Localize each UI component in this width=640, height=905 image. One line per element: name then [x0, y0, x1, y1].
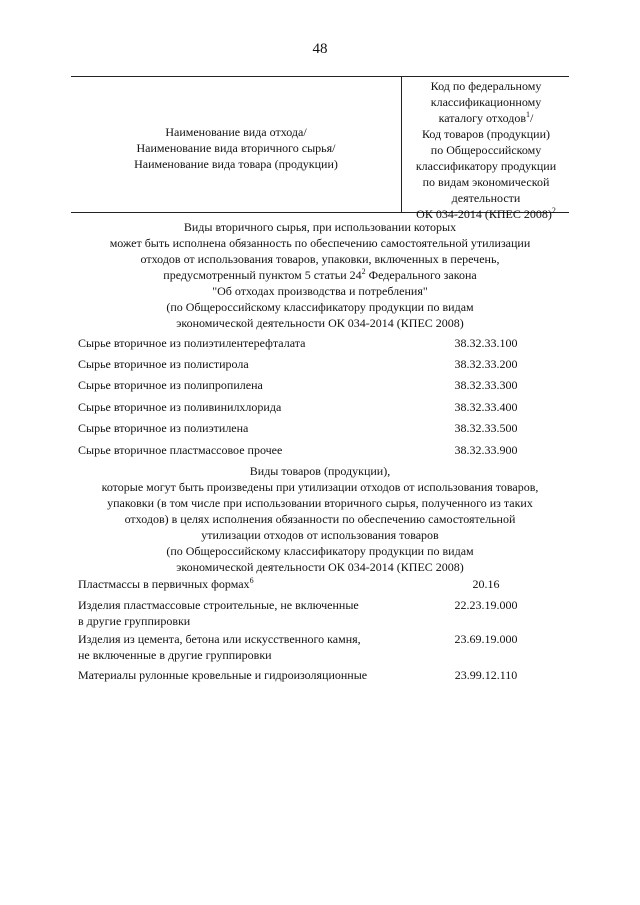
header-right-line-text: каталогу отходов [438, 111, 527, 125]
section1-heading-line: может быть исполнена обязанность по обеспечению самостоятельной утилизации [109, 236, 531, 250]
row-name: Сырье вторичное из полиэтилена [78, 421, 249, 435]
page-number: 48 [312, 41, 328, 57]
row-name: Материалы рулонные кровельные и гидроизоляционные [78, 668, 368, 682]
header-top-rule [71, 76, 569, 77]
row-name: Сырье вторичное из полистирола [78, 357, 249, 371]
row-code: 23.69.19.000 [454, 632, 518, 646]
header-right-line: классификационному [430, 95, 542, 109]
section1-heading-line: (по Общероссийскому классификатору продукции по видам [166, 300, 474, 314]
row-name-line: в другие группировки [78, 614, 191, 628]
row-name-line: Изделия пластмассовые строительные, не включенные [78, 598, 359, 612]
section1-heading-line [71, 267, 569, 283]
row-code: 38.32.33.200 [454, 357, 518, 371]
header-right-line: по видам экономической [422, 175, 550, 189]
row-name: Сырье вторичное из поливинилхлорида [78, 400, 282, 414]
header-right-line [403, 110, 569, 126]
row-code: 38.32.33.300 [454, 378, 518, 392]
header-right-line: деятельности [451, 191, 521, 205]
section2-heading-line: Виды товаров (продукции), [249, 464, 391, 478]
section1-heading-text: предусмотренный пунктом 5 статьи 24 [163, 268, 362, 282]
row-name: Сырье вторичное из полипропилена [78, 378, 263, 392]
header-left-line: Наименование вида отхода/ [165, 125, 307, 139]
row-name-text: Пластмассы в первичных формах [78, 577, 250, 591]
section1-heading-line: "Об отходах производства и потребления" [212, 284, 428, 298]
row-name: Сырье вторичное из полиэтилентерефталата [78, 336, 306, 350]
section2-heading-line: которые могут быть произведены при утилизации отходов от использования товаров, [101, 480, 539, 494]
header-right-slash: / [530, 111, 534, 125]
row-name-line: не включенные в другие группировки [78, 648, 272, 662]
row-code: 38.32.33.500 [454, 421, 518, 435]
section2-heading-line: (по Общероссийскому классификатору продукции по видам [166, 544, 474, 558]
header-column-divider [401, 76, 402, 213]
row-name [78, 597, 398, 629]
row-name: Сырье вторичное пластмассовое прочее [78, 443, 283, 457]
footnote-marker: 1 [526, 110, 531, 119]
section2-heading-line: утилизации отходов от использования товаров [201, 528, 439, 542]
section1-heading [71, 219, 569, 331]
header-right-line-text: ОК 034-2014 (КПЕС 2008) [416, 207, 552, 221]
row-code: 38.32.33.900 [454, 443, 518, 457]
section2-heading [71, 463, 569, 575]
header-right-line: классификатору продукции [415, 159, 557, 173]
row-name [78, 576, 398, 592]
section2-heading-line: упаковки (в том числе при использовании вторичного сырья, полученного из таких [107, 496, 533, 510]
row-code: 22.23.19.000 [454, 598, 518, 612]
header-right-cell [403, 78, 569, 222]
section1-heading-line: Виды вторичного сырья, при использовании которых [183, 220, 457, 234]
row-code: 38.32.33.400 [454, 400, 518, 414]
section1-heading-line: отходов от использования товаров, упаковки, включенных в перечень, [140, 252, 500, 266]
header-right-line: по Общероссийскому [430, 143, 542, 157]
header-right-line: Код по федеральному [430, 79, 542, 93]
section2-heading-line: отходов) в целях исполнения обязанности по обеспечению самостоятельной [124, 512, 516, 526]
row-code: 23.99.12.110 [454, 668, 518, 682]
footnote-marker: 6 [249, 576, 254, 585]
footnote-marker: 2 [361, 267, 366, 276]
header-left-cell [71, 124, 401, 172]
row-code: 38.32.33.100 [454, 336, 518, 350]
row-code: 20.16 [472, 577, 500, 591]
header-left-line: Наименование вида вторичного сырья/ [136, 141, 336, 155]
row-name [78, 631, 398, 663]
row-name-line: Изделия из цемента, бетона или искусственного камня, [78, 632, 361, 646]
section2-heading-line: экономической деятельности ОК 034-2014 (КПЕС 2008) [176, 560, 464, 574]
header-right-line: Код товаров (продукции) [421, 127, 551, 141]
header-left-line: Наименование вида товара (продукции) [134, 157, 338, 171]
footnote-marker: 2 [551, 206, 556, 215]
section1-heading-line: экономической деятельности ОК 034-2014 (КПЕС 2008) [176, 316, 464, 330]
section1-heading-text: Федерального закона [365, 268, 477, 282]
